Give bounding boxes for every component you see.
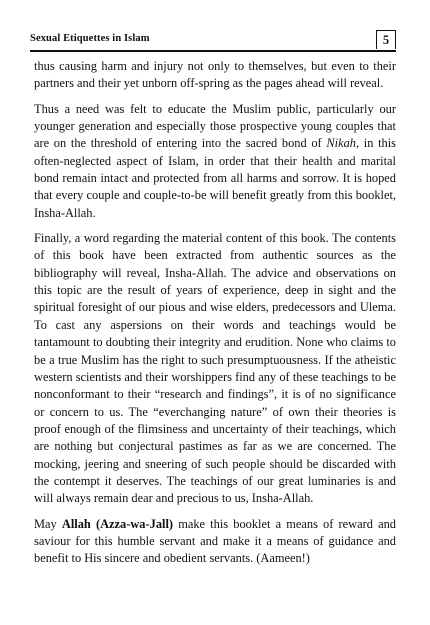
nikah-term: Nikah xyxy=(326,136,356,151)
paragraph-purpose xyxy=(34,101,396,222)
paragraph-continuation: thus causing harm and injury not only to themselves, but even to their partners and their yet unborn off-spring as the pages ahead will reveal. xyxy=(34,59,396,91)
paragraph-dua xyxy=(34,516,396,568)
book-title: Sexual Etiquettes in Islam xyxy=(30,33,150,44)
paragraph-purpose-end: , in this often-neglected aspect of Islam, in order that their health and marital bond remain intact and protected from all harms and sorrow. It is hoped that every couple and couple-to-be will benefit greatly from this booklet, Insha-Allah. xyxy=(34,136,396,220)
page-number: 5 xyxy=(376,30,396,49)
allah-name: Allah (Azza-wa-Jall) xyxy=(61,516,174,531)
paragraph-purpose-start: Thus a need was felt to educate the Muslim public, particularly our younger generation and especially those prospective young couples that are on the threshold of entering into the sacred bond of xyxy=(34,101,396,151)
paragraph-dua-end: make this booklet a means of reward and saviour for this humble servant and make it a means of guidance and benefit to His sincere and obedient servants. (Aameen!) xyxy=(34,516,396,566)
body-text xyxy=(34,58,396,568)
running-header xyxy=(30,30,396,52)
paragraph-dua-start: May xyxy=(34,516,62,531)
paragraph-material-content: Finally, a word regarding the material content of this book. The contents of this book have been extracted from authentic sources as the bibliography will reveal, Insha-Allah. The advice and observations on this topic are the result of years of experience, deep in sight and the spiritual foresight of our pious and wise elders, predecessors and Ulema. To cast any aspersions on their words and teachings would be tantamount to doubting their integrity and erudition. None who claims to be a true Muslim has the right to such presumptuousness. If the atheistic western scientists and their worshippers find any of these teachings to be nonconformant to their “research and findings”, it is of no significance or concern to us. The “everchanging nature” of own their theories is proof enough of the flimsiness and uncertainty of their teachings, which are nothing but conjectural pastimes as far as we are concerned. The mocking, jeering and sneering of such people should be discarded with the contempt it deserves. The teachings of our great luminaries is and will always remain dear and precious to us, Insha-Allah. xyxy=(34,231,396,506)
